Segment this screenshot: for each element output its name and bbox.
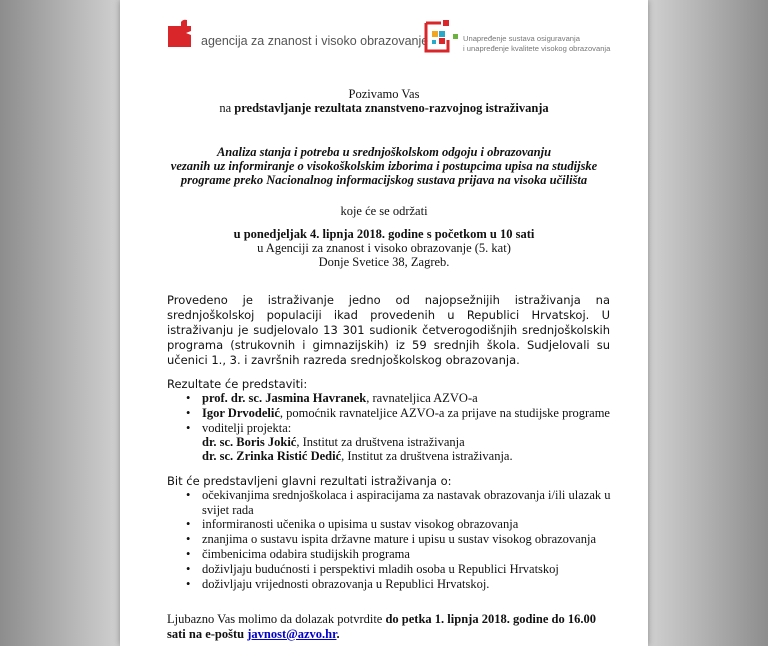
rsvp-end: . [336, 627, 340, 641]
results-heading: Bit će predstavljeni glavni rezultati istraživanja o: [167, 474, 452, 488]
presenter-name: prof. dr. sc. Jasmina Havranek [202, 391, 367, 405]
result-text: čimbenicima odabira studijskih programa [202, 547, 410, 561]
bullet-icon: • [186, 406, 191, 420]
invitation-subject: predstavljanje rezultata znanstveno-razvojnog istraživanja [234, 101, 549, 115]
leader-affiliation: , Institut za društvena istraživanja. [341, 449, 513, 463]
result-text: informiranosti učenika o upisima u sustav visokog obrazovanja [202, 517, 519, 531]
invitation-line1: Pozivamo Vas [348, 87, 420, 101]
rsvp-email-label: sati na e-poštu [167, 627, 248, 641]
title-line1: Analiza stanja i potreba u srednjoškolskom odgoju i obrazovanju [216, 145, 552, 159]
study-description: Provedeno je istraživanje jedno od najopsežnijih istraživanja na srednjoškolskoj populaciji ikad provedenih u Republici Hrvatskoj. U istraživanju je sudjelovalo 13 301 sudionik četverogodišnjih srednjoškolskih programa (strukovnih i gimnazijskih) iz 59 srednjih škola. Sudjelovali su učenici 1., 3. i završnih razreda srednjoškolskog obrazovanja. [167, 293, 610, 367]
presenter-role: voditelji projekta: [202, 421, 292, 435]
bullet-icon: • [186, 562, 191, 576]
invitation-line2 [120, 101, 648, 116]
bullet-icon: • [186, 547, 191, 561]
rsvp-line1 [167, 612, 596, 627]
title-line2: vezanih uz informiranje o visokoškolskim izborima i postupcima upisa na studijske [170, 159, 598, 173]
invitation-prefix: na [219, 101, 235, 115]
presenter-role: , ravnateljica AZVO-a [366, 391, 478, 405]
project-logo [423, 20, 643, 54]
project-name-line1: Unapređenje sustava osiguravanja [463, 34, 580, 43]
azvo-logo [166, 18, 429, 50]
event-address: Donje Svetice 38, Zagreb. [318, 255, 450, 269]
rsvp-intro: Ljubazno Vas molimo da dolazak potvrdite [167, 612, 386, 626]
result-text: doživljaju vrijednosti obrazovanja u Republici Hrvatskoj. [202, 577, 490, 591]
bullet-icon: • [186, 577, 191, 591]
leader-affiliation: , Institut za društvena istraživanja [296, 435, 465, 449]
azvo-apple-icon [166, 18, 193, 48]
rsvp-email-link[interactable]: javnost@azvo.hr [247, 627, 337, 641]
event-place: u Agenciji za znanost i visoko obrazovanje (5. kat) [257, 241, 511, 255]
presenters-heading: Rezultate će predstaviti: [167, 377, 308, 391]
result-text: očekivanjima srednjoškolaca i aspiracijama za nastavak obrazovanja i/ili ulazak u svijet rada [202, 488, 611, 517]
result-text: doživljaju budućnosti i perspektivi mladih osoba u Republici Hrvatskoj [202, 562, 559, 576]
project-name-line2: i unapređenje kvalitete visokog obrazovanja [463, 44, 611, 53]
azvo-name: agencija za znanost i visoko obrazovanje [201, 34, 429, 48]
bullet-icon: • [186, 532, 191, 546]
event-date: u ponedjeljak 4. lipnja 2018. godine s početkom u 10 sati [233, 227, 535, 241]
result-text: znanjima o sustavu ispita državne mature i upisu u sustav visokog obrazovanja [202, 532, 597, 546]
bullet-icon: • [186, 517, 191, 531]
rsvp-deadline: do petka 1. lipnja 2018. godine do 16.00 [385, 612, 596, 626]
bullet-icon: • [186, 488, 191, 502]
project-leader [202, 435, 465, 450]
title-line3: programe preko Nacionalnog informacijskog sustava prijava na visoka učilišta [180, 173, 588, 187]
presenter-role: , pomoćnik ravnateljice AZVO-a za prijave na studijske programe [279, 406, 610, 420]
project-leader [202, 449, 513, 464]
bullet-icon: • [186, 421, 191, 435]
project-squares-icon [423, 20, 459, 54]
leader-name: dr. sc. Boris Jokić [202, 435, 297, 449]
document-page [120, 0, 648, 646]
rsvp-line2 [167, 627, 340, 642]
leader-name: dr. sc. Zrinka Ristić Dedić [202, 449, 342, 463]
bullet-icon: • [186, 391, 191, 405]
event-intro: koje će se održati [340, 204, 428, 218]
presenter-name: Igor Drvodelić [202, 406, 280, 420]
